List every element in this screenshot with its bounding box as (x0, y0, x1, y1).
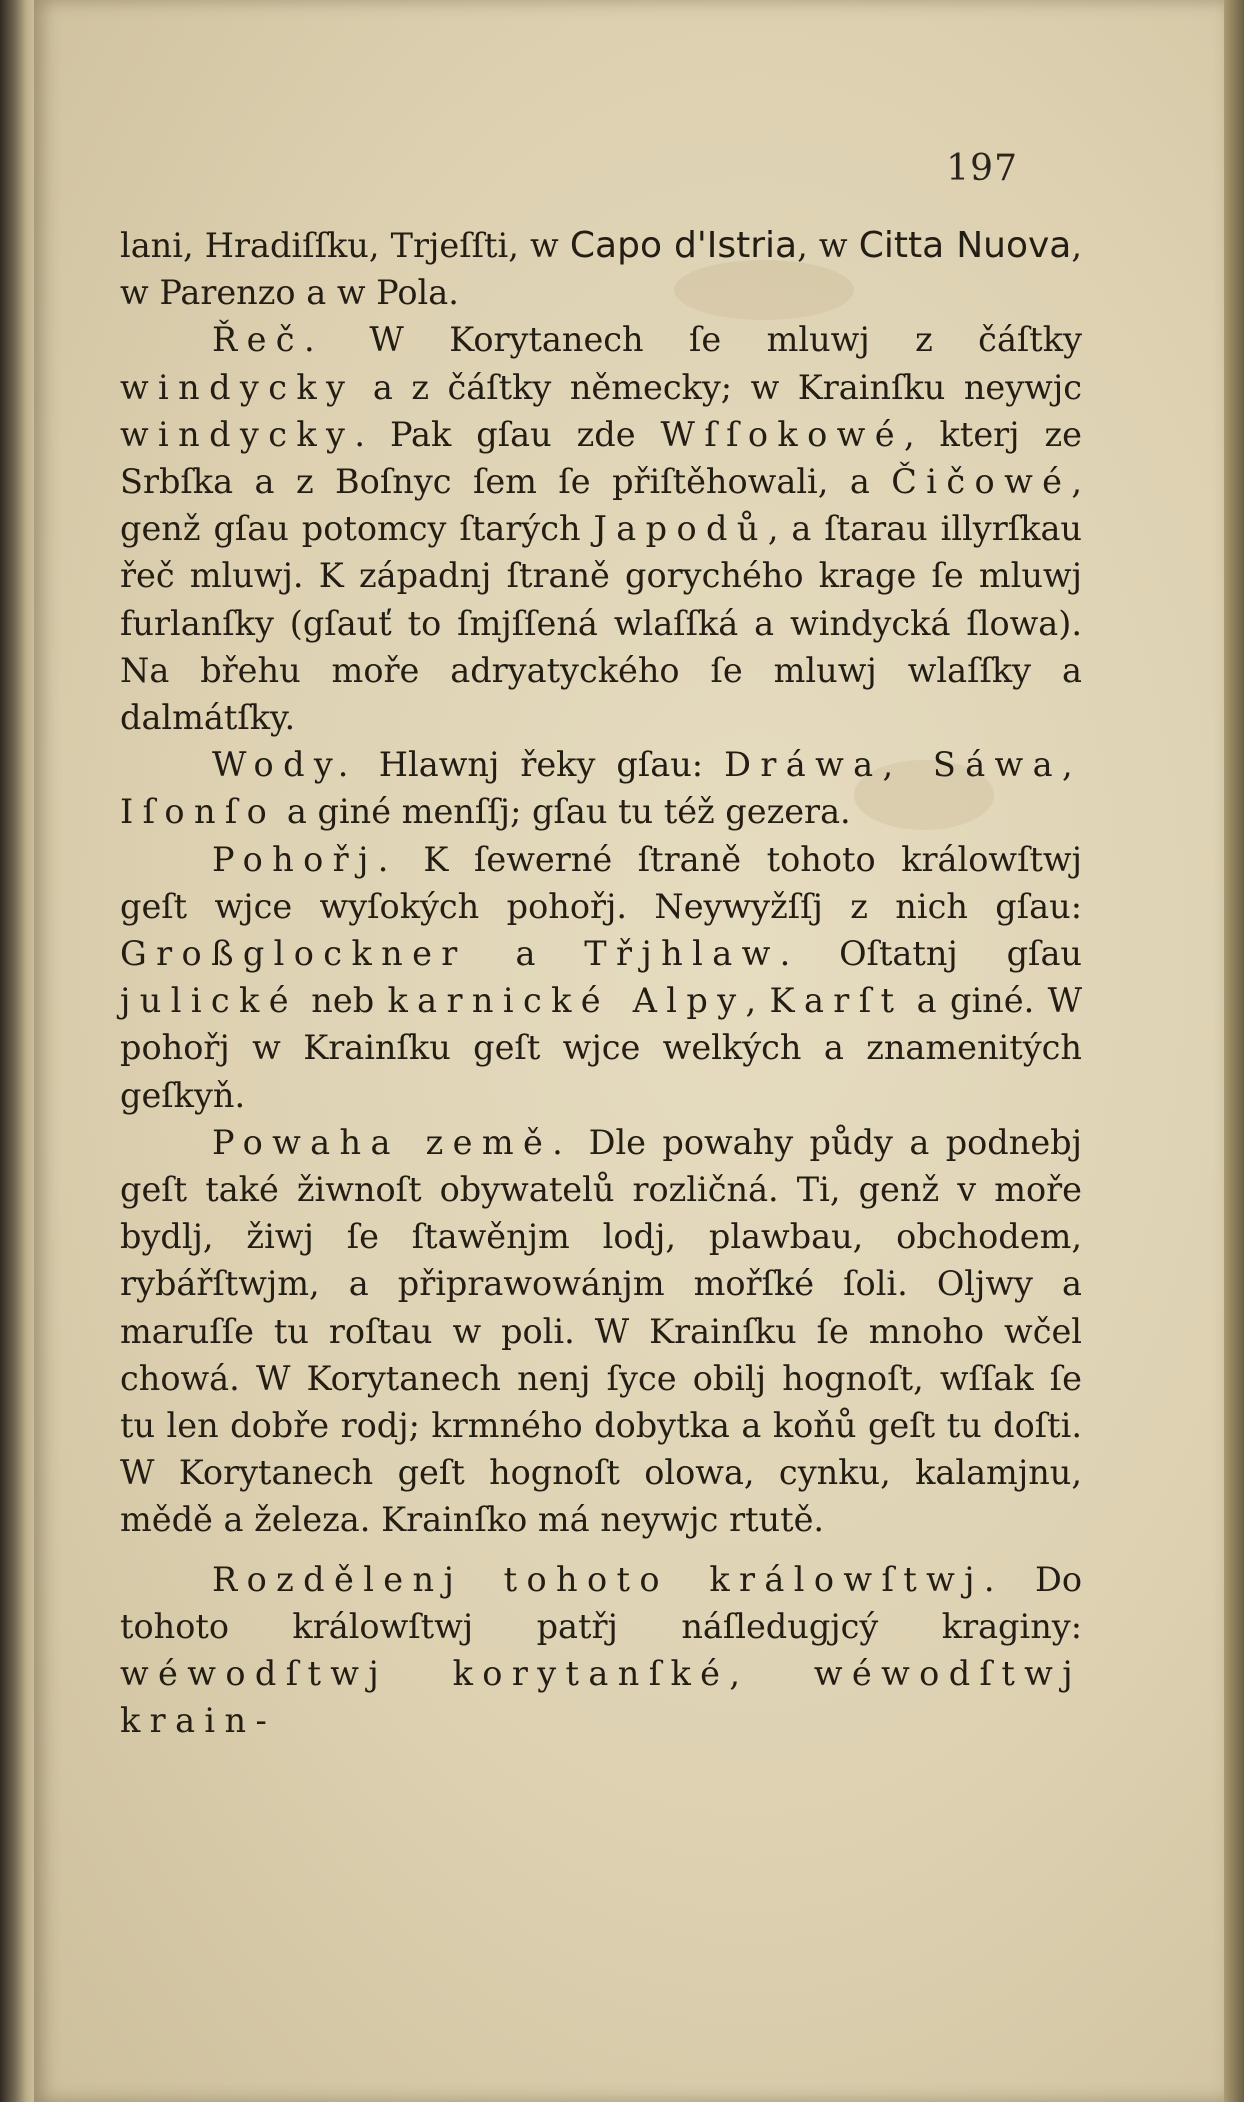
spaced-term: Großglockner (120, 934, 467, 974)
paragraph (120, 222, 1082, 316)
text-run: neb (297, 981, 388, 1021)
spaced-term: Dráwa, Sáwa, Iſonſo (120, 745, 1082, 832)
spaced-term: Karſt (769, 981, 904, 1021)
text-run: a (466, 934, 585, 974)
spaced-term: Rozdělenj tohoto králowſtwj. (212, 1559, 1004, 1599)
spaced-term: Řeč. (212, 320, 324, 360)
text-run: Dle powahy půdy a podnebj geſt také žiwnoſt obywatelů rozličná. Ti, genž v moře bydlj, žiwj ſe ſtawěnjm lodj, plawbau, obchodem, rybářſtwjm, a připrawowánjm mořſké ſoli. Oljwy a maruſſe tu roſtau w poli. W Krainſku ſe mnoho wčel chowá. W Korytanech nenj ſyce obilj hognoſt, wſſak ſe tu len dobře rodj; krmného dobytka a koňů geſt tu doſti. W Korytanech geſt hognoſt olowa, cynku, kalamjnu, mědě a železa. Krainſko má neywjc rtutě. (120, 1122, 1082, 1540)
text-run: K ſewerné ſtraně tohoto králowſtwj geſt wjce wyſokých pohořj. Neywyžſſj z nich gſau: (120, 839, 1082, 926)
spaced-term: Wſſokowé (660, 414, 904, 454)
paragraph (120, 316, 1082, 741)
spaced-term: Čičowé (891, 462, 1072, 502)
spaced-term: Wody. (212, 745, 358, 785)
text-run: Do tohoto králowſtwj patřj náſledugjcý kraginy: (120, 1559, 1082, 1646)
text-run: , (745, 981, 770, 1021)
text-run: . Pak gſau zde (354, 414, 661, 454)
text-run: . Oſtatnj gſau (779, 934, 1082, 974)
text-run: , a ſtarau illyrſkau řeč mluwj. K západnj ſtraně gorychého krage ſe mluwj furlanſky (gſauť to ſmjſſená wlaſſká a windycká ſlowa). Na břehu moře adryatyckého ſe mluwj wlaſſky a dalmátſky. (120, 509, 1082, 738)
spaced-term: windycky (120, 414, 355, 454)
spaced-term: karnické Alpy (387, 981, 746, 1021)
text-run: , w (797, 226, 859, 265)
text-run: W Korytanech ſe mluwj z čáſtky (323, 320, 1082, 360)
spaced-term: windycky (120, 367, 355, 407)
text-run: , genž gſau potomcy ſtarých (120, 462, 1082, 549)
spaced-term: Powaha země. (212, 1122, 573, 1162)
text-run: , w Parenzo a w Pola. (120, 226, 1082, 313)
latin-place-name: Capo d'Istria (569, 225, 798, 266)
paragraph (120, 1119, 1082, 1544)
paragraph (120, 836, 1082, 1119)
spaced-term: Pohořj. (212, 839, 398, 879)
text-run: lani, Hradiſſku, Trjeſſti, w (120, 226, 570, 265)
paragraph (120, 1556, 1082, 1745)
text-run: a giné menſſj; gſau tu též gezera. (276, 792, 851, 832)
text-run: a giné. W pohořj w Krainſku geſt wjce welkých a znamenitých geſkyň. (120, 981, 1082, 1115)
body-text (120, 222, 1082, 1745)
spaced-term: Třjhlaw (584, 934, 780, 974)
text-run: Hlawnj řeky gſau: (357, 745, 725, 785)
text-run: a z čáſtky německy; w Krainſku neywjc (354, 367, 1082, 407)
spaced-term: julické (120, 981, 298, 1021)
page-number: 197 (946, 148, 1018, 189)
spaced-term: Japodů (593, 509, 768, 549)
latin-place-name: Citta Nuova (858, 225, 1072, 266)
spaced-term: wéwodſtwj korytanſké, wéwodſtwj krain- (120, 1654, 1082, 1741)
paragraph (120, 741, 1082, 835)
book-page (34, 0, 1224, 2102)
text-run: , kterj ze Srbſka a z Boſnyc ſem ſe přiſtěhowali, a (120, 414, 1082, 502)
